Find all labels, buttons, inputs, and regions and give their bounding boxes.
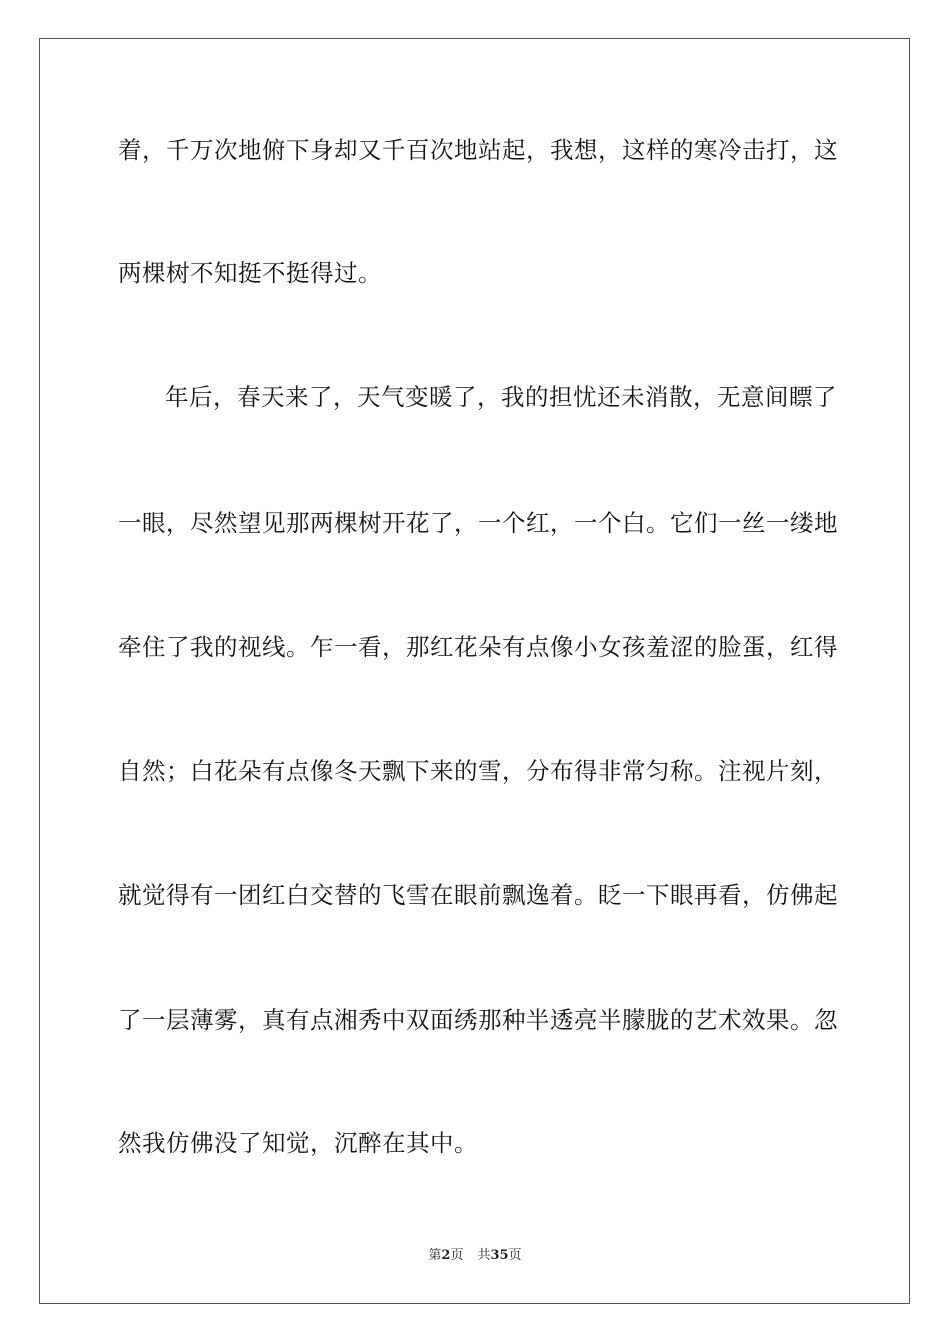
text-line-2: 两棵树不知挺不挺得过。	[118, 259, 382, 287]
page-number: 2	[441, 1248, 451, 1263]
total-label-prefix: 共	[477, 1248, 491, 1263]
total-pages: 35	[490, 1248, 509, 1263]
text-line-1: 着，千万次地俯下身却又千百次地站起，我想，这样的寒冷击打，这	[118, 136, 838, 164]
text-line-3: 年后，春天来了，天气变暖了，我的担忧还未消散，无意间瞟了	[165, 383, 837, 411]
text-line-8: 了一层薄雾，真有点湘秀中双面绣那种半透亮半朦胧的艺术效果。忽	[118, 1006, 838, 1034]
page-label-suffix: 页	[450, 1248, 464, 1263]
text-line-7: 就觉得有一团红白交替的飞雪在眼前飘逸着。眨一下眼再看，仿佛起	[118, 881, 838, 909]
page-border	[39, 38, 910, 1304]
text-line-4: 一眼，尽然望见那两棵树开花了，一个红，一个白。它们一丝一缕地	[118, 509, 838, 537]
text-line-9: 然我仿佛没了知觉，沉醉在其中。	[118, 1129, 478, 1157]
text-line-5: 牵住了我的视线。乍一看，那红花朵有点像小女孩羞涩的脸蛋，红得	[118, 633, 838, 661]
text-line-6: 自然；白花朵有点像冬天飘下来的雪，分布得非常匀称。注视片刻，	[118, 757, 838, 785]
total-label-suffix: 页	[508, 1248, 522, 1263]
page-label-prefix: 第	[428, 1248, 442, 1263]
page-footer	[0, 1247, 950, 1265]
